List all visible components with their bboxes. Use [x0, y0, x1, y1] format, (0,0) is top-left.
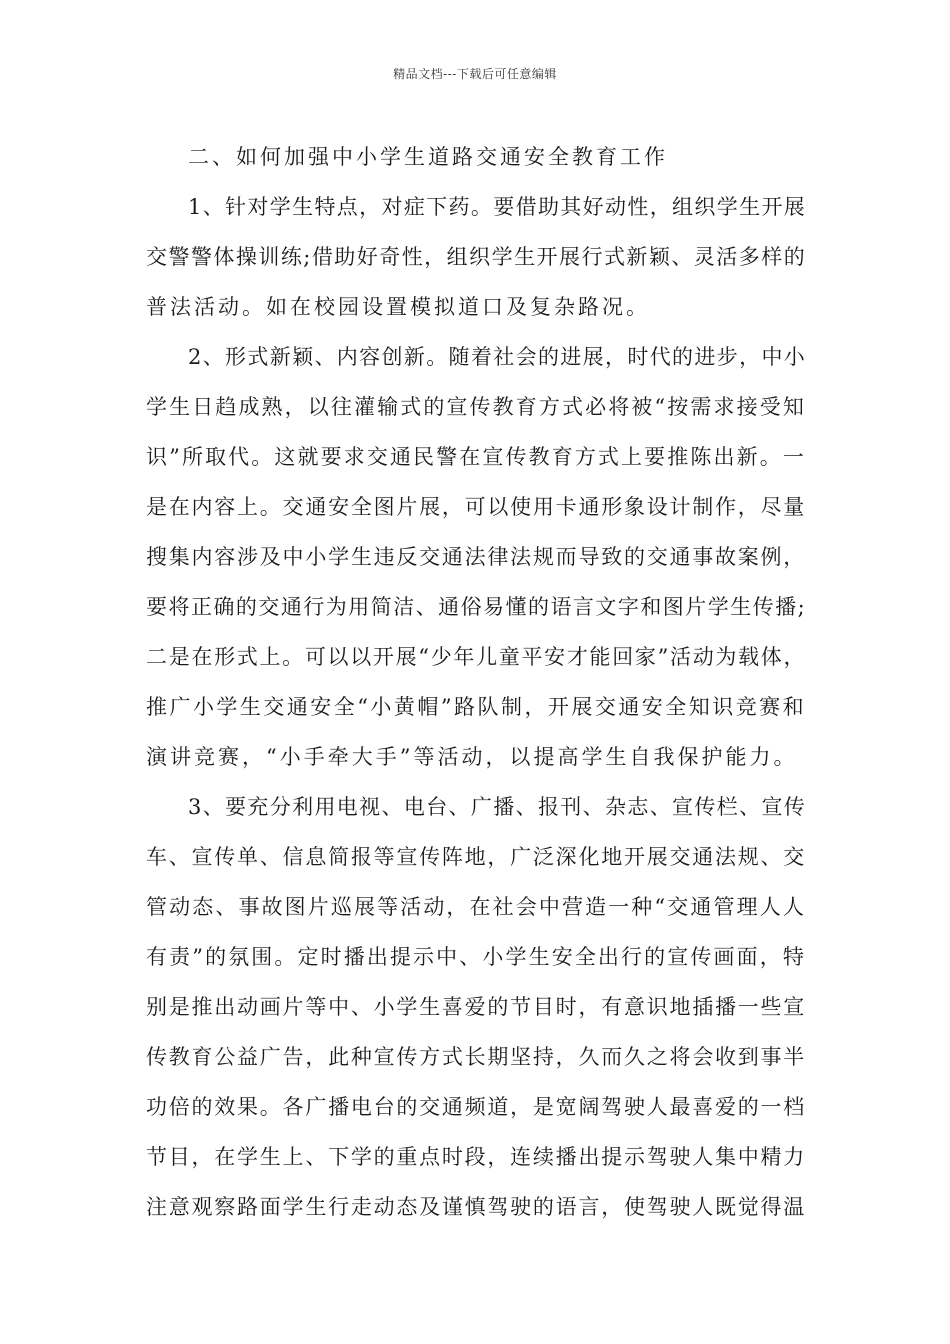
- body-text-line: 车、宣传单、信息简报等宣传阵地，广泛深化地开展交通法规、交: [146, 845, 807, 869]
- body-text-line: 交警警体操训练;借助好奇性，组织学生开展行式新颖、灵活多样的: [146, 245, 807, 269]
- body-text-line: 识”所取代。这就要求交通民警在宣传教育方式上要推陈出新。一: [146, 445, 806, 469]
- body-text-line: 1、针对学生特点，对症下药。要借助其好动性，组织学生开展: [188, 195, 807, 219]
- body-text-line: 节目，在学生上、下学的重点时段，连续播出提示驾驶人集中精力: [146, 1145, 807, 1169]
- page-header: 精品文档---下载后可任意编辑: [393, 67, 557, 81]
- body-text-line: 管动态、事故图片巡展等活动，在社会中营造一种“交通管理人人: [146, 895, 806, 919]
- body-text-line: 要将正确的交通行为用简洁、通俗易懂的语言文字和图片学生传播;: [146, 595, 807, 619]
- body-text-line: 有责”的氛围。定时播出提示中、小学生安全出行的宣传画面，特: [146, 945, 806, 969]
- body-text-line: 注意观察路面学生行走动态及谨慎驾驶的语言，使驾驶人既觉得温: [146, 1195, 807, 1219]
- body-text-line: 是在内容上。交通安全图片展，可以使用卡通形象设计制作，尽量: [146, 495, 807, 519]
- body-text-line: 传教育公益广告，此种宣传方式长期坚持，久而久之将会收到事半: [146, 1045, 807, 1069]
- body-text-line: 搜集内容涉及中小学生违反交通法律法规而导致的交通事故案例，: [146, 545, 807, 569]
- body-text-line: 二是在形式上。可以以开展“少年儿童平安才能回家”活动为载体，: [146, 645, 807, 669]
- body-text-line: 学生日趋成熟，以往灌输式的宣传教育方式必将被“按需求接受知: [146, 395, 806, 419]
- body-text-line: 功倍的效果。各广播电台的交通频道，是宽阔驾驶人最喜爱的一档: [146, 1095, 807, 1119]
- body-text-line: 推广小学生交通安全“小黄帽”路队制，开展交通安全知识竞赛和: [146, 695, 807, 719]
- body-text-line: 普法活动。如在校园设置模拟道口及复杂路况。: [146, 295, 650, 319]
- document-body: [146, 132, 806, 1232]
- body-text-line: 二、如何加强中小学生道路交通安全教育工作: [188, 145, 668, 169]
- body-text-line: 别是推出动画片等中、小学生喜爱的节目时，有意识地插播一些宣: [146, 995, 807, 1019]
- body-text-line: 演讲竞赛，“小手牵大手”等活动，以提高学生自我保护能力。: [146, 745, 798, 769]
- body-text-line: 3、要充分利用电视、电台、广播、报刊、杂志、宣传栏、宣传: [188, 795, 807, 819]
- body-text-line: 2、形式新颖、内容创新。随着社会的进展，时代的进步，中小: [188, 345, 807, 369]
